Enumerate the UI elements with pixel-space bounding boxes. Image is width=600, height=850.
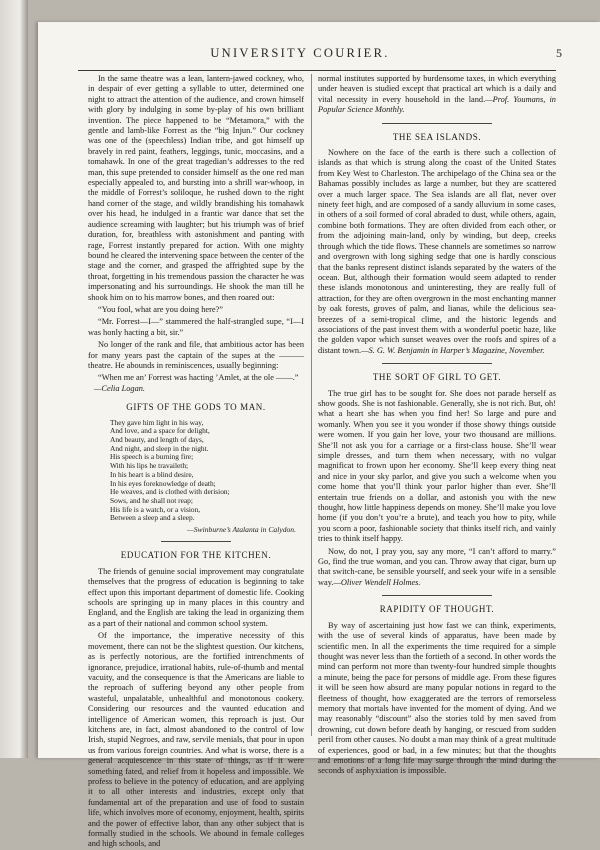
poem-line: With his lips he travaileth; — [110, 461, 189, 471]
poem-line: And night, and sleep in the night. — [110, 443, 209, 453]
section-separator — [382, 123, 492, 124]
section-separator — [161, 541, 231, 542]
section-separator — [382, 595, 492, 596]
paragraph: In the same theatre was a lean, lantern-jawed cockney, who, in despair of ever getting a syllable to utter, determined one night to attract the attention of the audience, and crown himself with glory by indulging in some by-play of his own brilliant invention. The piece happened to be “Metamora,” with the gentle and lamb-like Forrest as the “big Injun.” Our cockney was one of the (speechless) Indian tribe, and got himself up bravely in red paint, feathers, leggings, tunic, moccasins, and a tomahawk. In one of the great tragedian’s addresses to the red man, this supe pretended to consider himself as the one red man especially appealed to, and bursting into a shrill war-whoop, in the middle of Forrest’s soliloque, he rushed down to the right hand corner of the stage, and wildly brandishing his tomahawk over his head, he indulged in a frantic war dance that set the audience screaming with laughter; but his triumph was of brief duration, for, breathless with astonishment and panting with rage, Forrest instantly prepared for action. With one mighty bound he cleared the intervening space between the center of the stage and the corner, and grasped the affrighted supe by the throat, forgetting in his tremendous passion the character he was impersonating and his surroundings. He shook the man till he shook him on to his marrow bones, and then roared out: — [88, 74, 304, 302]
column-divider — [311, 74, 312, 736]
paragraph-text: Now, do not, I pray you, say any more, “I can’t afford to marry.” Go, find the true woman, and you can. Throw away that cigar, burn up that switch-cane, be sensible yourself, and seek your wife in a sensible way. — [318, 546, 556, 587]
poem-title: GIFTS OF THE GODS TO MAN. — [126, 402, 266, 413]
left-column — [88, 74, 304, 849]
article-signature: —S. G. W. Benjamin in Harper’s Magazine, November. — [361, 345, 545, 355]
paragraph: The friends of genuine social improvement may congratulate themselves that the progress of education is beginning to take effect upon this important department of domestic life. Cooking schools are springing up in many places in this country and England, and the English are taking the lead in organizing them as a part of their national and common school system. — [88, 566, 304, 628]
poem-line: Sows, and he shall not reap; — [110, 495, 193, 505]
section-separator — [382, 363, 492, 364]
page-header — [38, 46, 562, 62]
running-title: UNIVERSITY COURIER. — [210, 46, 390, 60]
article-title: THE SORT OF GIRL TO GET. — [372, 372, 502, 383]
article-signature: —Celia Logan. — [94, 383, 145, 393]
paragraph: “Mr. Forrest—I—” stammered the half-strangled supe, “I—I was honly hacting a bit, sir.” — [88, 317, 304, 337]
paragraph: “You fool, what are you doing here?” — [98, 304, 223, 314]
header-rule — [78, 70, 556, 71]
paragraph — [318, 547, 556, 589]
paragraph: No longer of the rank and file, that ambitious actor has been for many years past the captain of the supes at the ——— theatre. He abounds in reminiscences, usually beginning: — [88, 340, 304, 370]
article-title: EDUCATION FOR THE KITCHEN. — [120, 550, 272, 561]
document-page — [38, 22, 600, 849]
article-signature: —Oliver Wendell Holmes. — [333, 577, 421, 587]
poem-line: They gave him light in his way, — [110, 417, 204, 427]
article-title: THE SEA ISLANDS. — [392, 131, 482, 142]
poem-line: In his eyes foreknowledge of death; — [110, 478, 216, 488]
continued-text: normal institutes supported by burdensome taxes, in which everything under heaven is studied except that practical art which is a daily and vital necessity in every household in the land. — [318, 74, 556, 104]
poem-line: And beauty, and length of days, — [110, 435, 204, 444]
poem-line: His life is a watch, or a vision, — [110, 504, 201, 514]
page-number: 5 — [556, 46, 562, 60]
article-title: RAPIDITY OF THOUGHT. — [379, 604, 495, 615]
paragraph-continued — [318, 74, 556, 116]
poem-line: He weaves, and is clothed with derision; — [110, 487, 230, 497]
poem-body — [110, 419, 304, 523]
poem-source: —Swinburne’s Atalanta in Calydon. — [187, 525, 296, 535]
poem-line: His speech is a burning fire; — [110, 452, 194, 462]
article-signature: —Prof. Youmans, in Popular Science Monthly. — [318, 94, 556, 115]
poem-line: Between a sleep and a sleep. — [110, 513, 195, 523]
paragraph — [318, 148, 556, 356]
paragraph: By way of ascertaining just how fast we can think, experiments, with the use of several kinds of apparatus, have been made by scientific men. In all the experiments the time required for a simple thought was never less than the fortieth of a second. In other words the mind can perform not more than twenty-four hundred simple thoughts a minute, being the pace for persons of middle age. From these figures it will be seen how absurd are many popular notions in regard to the fleetness of thought, how exaggerated are the terrors of remorseless memory that mortals have invented for the moment of dying. And we may reasonably “discount” also the stories told by men saved from drowning, cut down before death by hanging, or rescued from sudden peril from other causes. No doubt a man may think of a great multitude of experiences, good or bad, in a few minutes; but that the thoughts and emotions of a long life may surge through the mind during the seconds of asphyxiation is impossible. — [318, 620, 556, 776]
poem-line: And love, and a space for delight, — [110, 426, 210, 436]
right-column — [318, 74, 556, 776]
poem-line: In his heart is a blind desire, — [110, 469, 194, 479]
paragraph: The true girl has to be sought for. She does not parade herself as show goods. She is not fashionable. Generally, she is not rich. But, oh! what a heart she has when you find her! So large and pure and womanly. When you see it you wonder if those showy things outside were women. If you gain her love, your two thousand are millions. She’ll not ask you for a carriage or a first-class house. She’ll wear simple dresses, and turn them when necessary, with no vulgar magnificat to frown upon her economy. She’ll keep every thing neat and nice in your sky parlor, and give you such a welcome when you come home that you’ll think your parlor higher than ever. She’ll entertain true friends on a dollar, and astonish you with the new thought, how little happiness depends on money. She’ll make you love home (if you don’t you’re a brute), and teach you how to pity, while you scorn a poor, fashionable society that thinks itself rich, and vainly tries to think itself happy. — [318, 388, 556, 544]
paragraph-text: Nowhere on the face of the earth is there such a collection of islands as that which is strung along the coast of the United States from Key West to Charleston. The archipelago of the China sea or the Bahamas possibly includes as large a number, but they are scattered over a much larger space. The Sea islands are all flat, never over ninety feet high, and are composed of a sandy alluvium in some cases, in others of a soil formed of coral abraded to dust, while others, again, combine both formations. They are often divided from each other, or from the adjoining main-land, only by winding, but deep, creeks through which the tide flows. These channels are sometimes so narrow and overgrown with long sighing sedge that one is hardly conscious that the banks represent distinct islands separated by the waters of the ocean. But, although their formation would seem adapted to render these islands monotonous and uninteresting, they are really full of attraction, for they are often overgrown in the most enchanting manner by oak forests, groves of palm, and lianas, while the delicious sea-breezes of a semi-tropical clime, and the historic legends and associations of the past invest them with a wonderful poetic haze, like the golden vapor which sunset weaves over the roofs and spires of a distant town. — [318, 148, 556, 355]
facing-page-edge — [0, 0, 28, 758]
paragraph: “When me an’ Forrest was hacting ’Amlet, at the ole ——.” — [98, 373, 299, 383]
paragraph: Of the importance, the imperative necessity of this movement, there can not be the slightest question. Our kitchens, as is perfectly notorious, are the fortified intrenchments of ignorance, prejudice, irrational habits, rule-of-thumb and mental vacuity, and the consequence is that the Americans are liable to the reproach of suffering beyond any other people from wasteful, unpalatable, unhealthful and monotonous cookery. Considering our resources and the vaunted education and intelligence of American women, this reproach is just. Our kitchens are, in fact, almost abandoned to the control of low Irish, stupid Negroes, and raw, servile menials, that pour in upon us from various foreign countries. And what is worse, there is a general acquiescence in this state of things, as if it were something fated, and relief from it hopeless and impossible. We profess to believe in the potency of education, and are applying it to all other interests and industries, except only that fundamental art of the preparation and use of food to sustain life, which involves more of economy, enjoyment, health, spirits and the power of effective labor, than any other subject that is formally studied in the schools. We abound in female colleges and high schools, and — [88, 631, 304, 849]
